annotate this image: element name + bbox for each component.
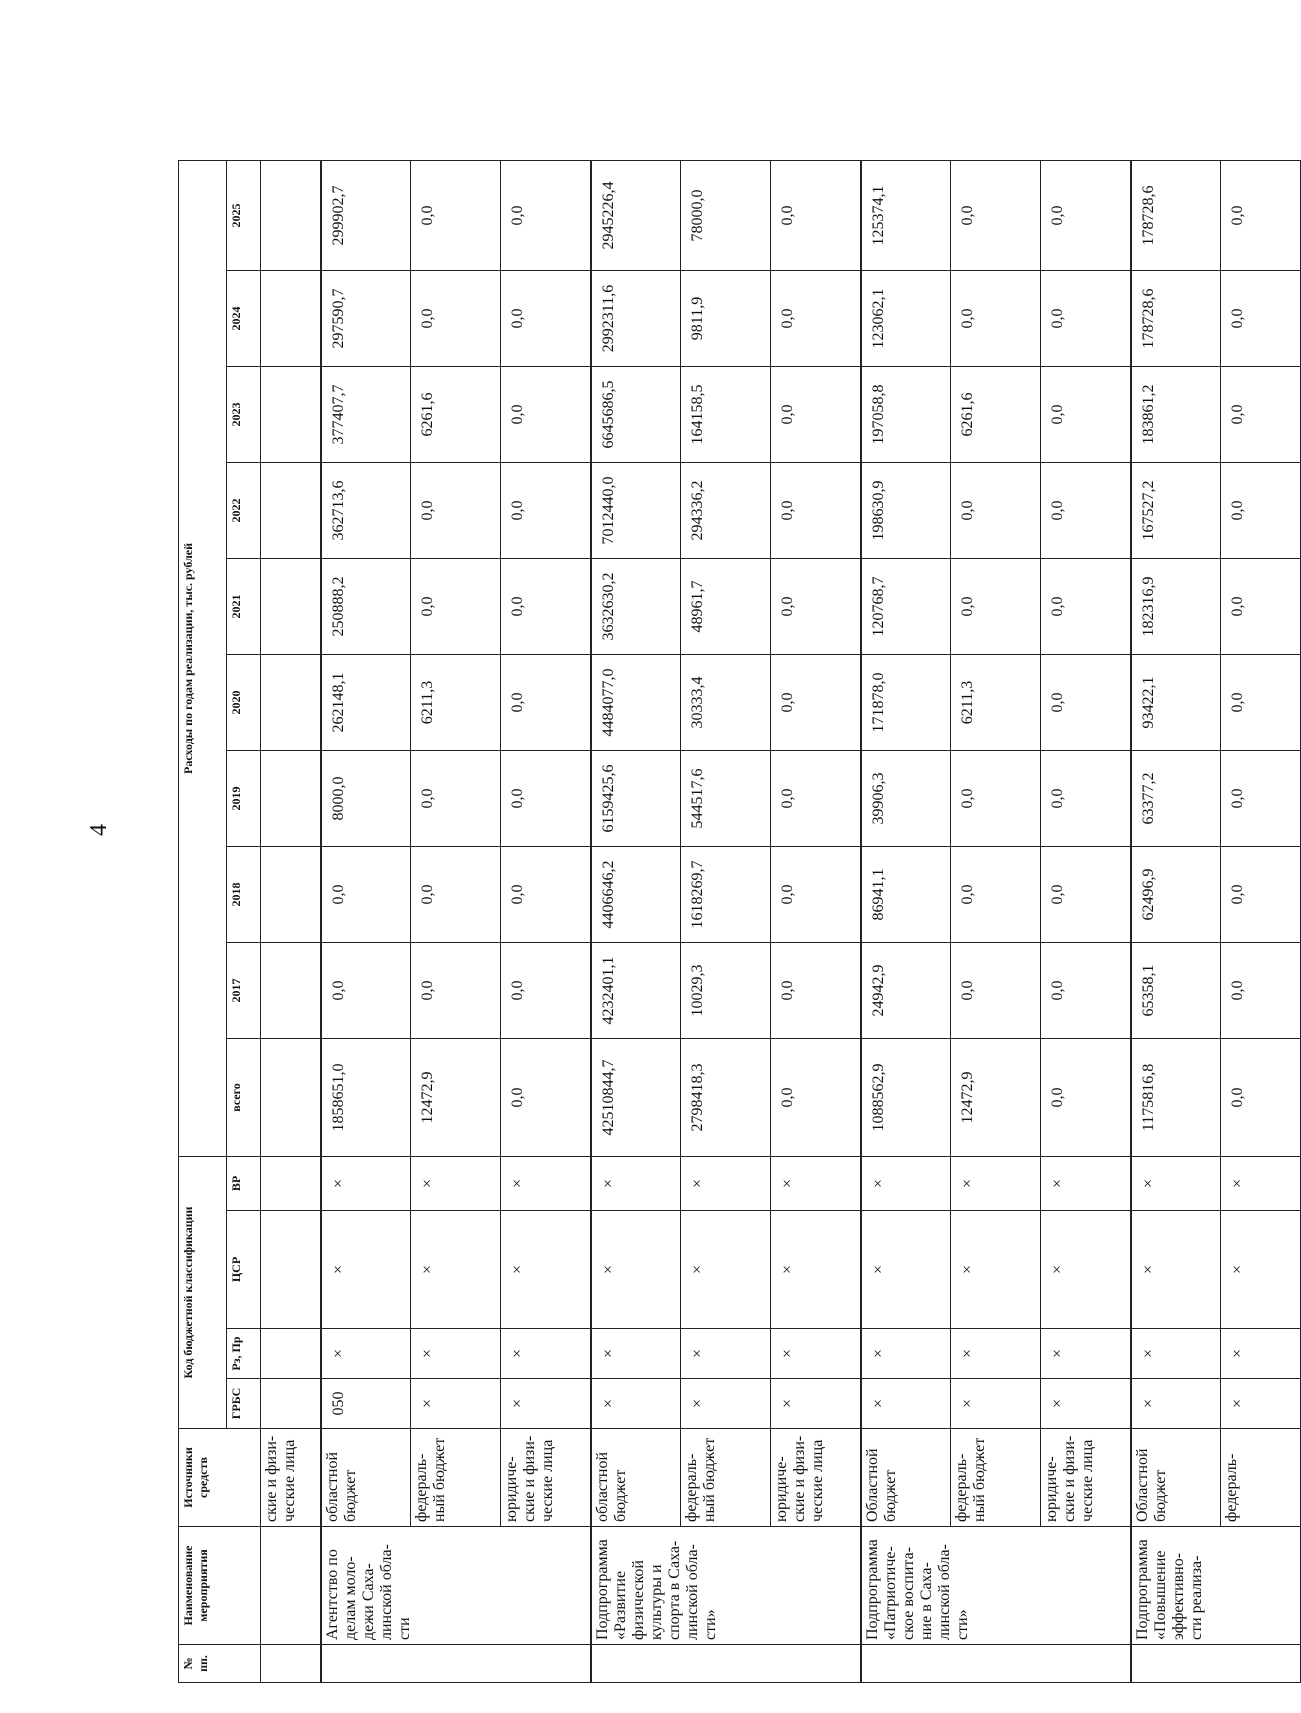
budget-code-cell: × xyxy=(771,1329,861,1379)
budget-code-cell: × xyxy=(771,1156,861,1210)
header-year-col: 2019 xyxy=(227,750,261,846)
budget-code-cell: × xyxy=(1041,1211,1131,1329)
table-row xyxy=(951,160,1041,1682)
rotated-table-wrapper xyxy=(178,163,1246,1683)
budget-code-cell: × xyxy=(951,1211,1041,1329)
year-value-cell: 0,0 xyxy=(771,750,861,846)
year-value-cell: 62496,9 xyxy=(1131,846,1221,942)
budget-code-cell: × xyxy=(411,1211,501,1329)
year-value-cell: 0,0 xyxy=(951,846,1041,942)
year-value-cell: 0,0 xyxy=(951,462,1041,558)
budget-code-cell: × xyxy=(321,1329,411,1379)
header-row-1 xyxy=(179,160,227,1682)
year-value-cell: 0,0 xyxy=(1221,750,1301,846)
year-value-cell: 0,0 xyxy=(411,270,501,366)
header-num: № пп. xyxy=(179,1645,261,1683)
total-value-cell: 1088562,9 xyxy=(861,1038,951,1156)
budget-code-cell: × xyxy=(1131,1156,1221,1210)
year-value-cell: 262148,1 xyxy=(321,654,411,750)
year-value-cell: 1618269,7 xyxy=(681,846,771,942)
year-value-cell: 0,0 xyxy=(411,846,501,942)
budget-code-cell: × xyxy=(951,1156,1041,1210)
activity-name-cell xyxy=(261,1527,321,1645)
total-value-cell: 1858651,0 xyxy=(321,1038,411,1156)
year-value-cell: 297590,7 xyxy=(321,270,411,366)
budget-code-cell xyxy=(261,1379,321,1429)
year-value-cell: 39906,3 xyxy=(861,750,951,846)
year-value-cell: 0,0 xyxy=(1041,654,1131,750)
year-value-cell: 0,0 xyxy=(771,462,861,558)
budget-code-cell: × xyxy=(1221,1211,1301,1329)
header-year-col: 2023 xyxy=(227,366,261,462)
year-value-cell: 0,0 xyxy=(771,558,861,654)
budget-code-cell: × xyxy=(1131,1211,1221,1329)
budget-code-cell: × xyxy=(681,1156,771,1210)
year-value-cell: 0,0 xyxy=(411,942,501,1038)
year-value-cell: 183861,2 xyxy=(1131,366,1221,462)
year-value-cell: 0,0 xyxy=(501,942,591,1038)
year-value-cell: 0,0 xyxy=(411,750,501,846)
year-value-cell: 7012440,0 xyxy=(591,462,681,558)
budget-code-cell: × xyxy=(861,1379,951,1429)
header-year-col: 2020 xyxy=(227,654,261,750)
budget-code-cell: × xyxy=(1221,1329,1301,1379)
budget-code-cell xyxy=(261,1329,321,1379)
year-value-cell: 294336,2 xyxy=(681,462,771,558)
budget-code-cell: × xyxy=(1221,1379,1301,1429)
budget-code-cell: × xyxy=(501,1211,591,1329)
row-number-cell xyxy=(591,1645,861,1683)
header-source: Источники средств xyxy=(179,1429,261,1527)
year-value-cell: 6211,3 xyxy=(951,654,1041,750)
row-number-cell xyxy=(1131,1645,1301,1683)
year-value-cell: 0,0 xyxy=(771,846,861,942)
total-value-cell: 0,0 xyxy=(1041,1038,1131,1156)
year-value-cell: 0,0 xyxy=(321,846,411,942)
year-value-cell: 0,0 xyxy=(411,462,501,558)
funding-source-cell: федераль- ный бюджет xyxy=(681,1429,771,1527)
year-value-cell: 0,0 xyxy=(771,366,861,462)
year-value-cell: 0,0 xyxy=(501,654,591,750)
activity-name-cell: Подпрограмма «Патриотиче- ское воспита- ние в Саха- линской обла- сти» xyxy=(861,1527,1131,1645)
year-value-cell: 0,0 xyxy=(501,270,591,366)
year-value-cell xyxy=(261,270,321,366)
row-number-cell xyxy=(261,1645,321,1683)
year-value-cell: 0,0 xyxy=(1221,270,1301,366)
total-value-cell: 12472,9 xyxy=(411,1038,501,1156)
budget-code-cell: × xyxy=(1041,1329,1131,1379)
budget-code-cell: × xyxy=(1221,1156,1301,1210)
year-value-cell: 0,0 xyxy=(1221,942,1301,1038)
year-value-cell: 0,0 xyxy=(411,160,501,270)
year-value-cell: 198630,9 xyxy=(861,462,951,558)
budget-code-cell: × xyxy=(1131,1379,1221,1429)
year-value-cell: 0,0 xyxy=(1041,160,1131,270)
header-code-col: ЦСР xyxy=(227,1211,261,1329)
year-value-cell: 8000,0 xyxy=(321,750,411,846)
year-value-cell: 93422,1 xyxy=(1131,654,1221,750)
year-value-cell: 6645686,5 xyxy=(591,366,681,462)
header-budget-code: Код бюджетной классификации xyxy=(179,1156,227,1428)
funding-source-cell: Областной бюджет xyxy=(861,1429,951,1527)
header-year-col: 2017 xyxy=(227,942,261,1038)
table-row xyxy=(1131,160,1221,1682)
year-value-cell: 3632630,2 xyxy=(591,558,681,654)
budget-code-cell: × xyxy=(861,1329,951,1379)
year-value-cell: 0,0 xyxy=(501,462,591,558)
budget-code-cell: × xyxy=(1131,1329,1221,1379)
header-year-col: 2025 xyxy=(227,160,261,270)
year-value-cell: 6261,6 xyxy=(411,366,501,462)
activity-name-cell: Агентство по делам моло- дежи Саха- линской обла- сти xyxy=(321,1527,591,1645)
total-value-cell: 12472,9 xyxy=(951,1038,1041,1156)
budget-code-cell: × xyxy=(411,1156,501,1210)
year-value-cell: 10029,3 xyxy=(681,942,771,1038)
table-row xyxy=(861,160,951,1682)
table-row xyxy=(261,160,321,1682)
funding-source-cell: федераль- ный бюджет xyxy=(951,1429,1041,1527)
funding-source-cell: юридиче- ские и физи- ческие лица xyxy=(1041,1429,1131,1527)
budget-code-cell: × xyxy=(681,1329,771,1379)
year-value-cell: 250888,2 xyxy=(321,558,411,654)
year-value-cell xyxy=(261,366,321,462)
budget-code-cell xyxy=(261,1156,321,1210)
year-value-cell: 0,0 xyxy=(1041,270,1131,366)
year-value-cell: 0,0 xyxy=(1221,366,1301,462)
budget-code-cell: × xyxy=(681,1211,771,1329)
year-value-cell: 0,0 xyxy=(1041,942,1131,1038)
funding-source-cell: федераль- ный бюджет xyxy=(411,1429,501,1527)
year-value-cell: 0,0 xyxy=(1041,750,1131,846)
funding-source-cell: юридиче- ские и физи- ческие лица xyxy=(771,1429,861,1527)
header-expenses: Расходы по годам реализации, тыс. рублей xyxy=(179,160,227,1156)
budget-code-cell: × xyxy=(591,1379,681,1429)
year-value-cell: 0,0 xyxy=(771,270,861,366)
year-value-cell: 4406646,2 xyxy=(591,846,681,942)
year-value-cell: 362713,6 xyxy=(321,462,411,558)
year-value-cell: 6159425,6 xyxy=(591,750,681,846)
budget-code-cell: × xyxy=(321,1156,411,1210)
year-value-cell: 0,0 xyxy=(501,160,591,270)
budget-code-cell: × xyxy=(411,1379,501,1429)
year-value-cell: 167527,2 xyxy=(1131,462,1221,558)
year-value-cell xyxy=(261,160,321,270)
year-value-cell: 24942,9 xyxy=(861,942,951,1038)
year-value-cell: 4484077,0 xyxy=(591,654,681,750)
year-value-cell xyxy=(261,558,321,654)
year-value-cell: 178728,6 xyxy=(1131,160,1221,270)
budget-code-cell: × xyxy=(501,1329,591,1379)
year-value-cell: 120768,7 xyxy=(861,558,951,654)
header-year-col: всего xyxy=(227,1038,261,1156)
budget-code-cell: × xyxy=(591,1211,681,1329)
year-value-cell: 0,0 xyxy=(501,846,591,942)
year-value-cell xyxy=(261,846,321,942)
funding-source-cell: юридиче- ские и физи- ческие лица xyxy=(501,1429,591,1527)
year-value-cell: 0,0 xyxy=(951,750,1041,846)
table-row xyxy=(771,160,861,1682)
header-year-col: 2018 xyxy=(227,846,261,942)
header-code-col: ВР xyxy=(227,1156,261,1210)
header-name: Наименование мероприятия xyxy=(179,1527,261,1645)
budget-code-cell: × xyxy=(951,1379,1041,1429)
budget-code-cell: × xyxy=(321,1211,411,1329)
budget-code-cell: × xyxy=(591,1329,681,1379)
year-value-cell: 0,0 xyxy=(951,558,1041,654)
year-value-cell xyxy=(261,654,321,750)
funding-source-cell: областной бюджет xyxy=(321,1429,411,1527)
year-value-cell: 0,0 xyxy=(771,654,861,750)
year-value-cell: 182316,9 xyxy=(1131,558,1221,654)
table-row xyxy=(681,160,771,1682)
year-value-cell: 0,0 xyxy=(501,558,591,654)
budget-code-cell: × xyxy=(861,1211,951,1329)
budget-code-cell: × xyxy=(411,1329,501,1379)
table-body xyxy=(261,160,1301,1682)
year-value-cell: 0,0 xyxy=(1221,846,1301,942)
year-value-cell: 78000,0 xyxy=(681,160,771,270)
header-code-col: Рз, Пр xyxy=(227,1329,261,1379)
year-value-cell: 0,0 xyxy=(1041,366,1131,462)
total-value-cell xyxy=(261,1038,321,1156)
year-value-cell xyxy=(261,942,321,1038)
year-value-cell: 0,0 xyxy=(1221,462,1301,558)
year-value-cell: 164158,5 xyxy=(681,366,771,462)
table-row xyxy=(1041,160,1131,1682)
budget-code-cell: × xyxy=(951,1329,1041,1379)
table-row xyxy=(501,160,591,1682)
table-row xyxy=(411,160,501,1682)
table-row xyxy=(321,160,411,1682)
year-value-cell: 197058,8 xyxy=(861,366,951,462)
year-value-cell xyxy=(261,750,321,846)
activity-name-cell: Подпрограмма «Развитие физической культуры и спорта в Саха- линской обла- сти» xyxy=(591,1527,861,1645)
year-value-cell: 0,0 xyxy=(951,160,1041,270)
year-value-cell: 0,0 xyxy=(1221,160,1301,270)
year-value-cell: 0,0 xyxy=(771,942,861,1038)
year-value-cell: 0,0 xyxy=(1041,462,1131,558)
year-value-cell: 63377,2 xyxy=(1131,750,1221,846)
year-value-cell: 30333,4 xyxy=(681,654,771,750)
year-value-cell: 86941,1 xyxy=(861,846,951,942)
year-value-cell: 0,0 xyxy=(1221,558,1301,654)
year-value-cell: 2992311,6 xyxy=(591,270,681,366)
budget-table xyxy=(178,160,1301,1683)
budget-code-cell: × xyxy=(771,1379,861,1429)
year-value-cell: 0,0 xyxy=(1041,558,1131,654)
year-value-cell: 6211,3 xyxy=(411,654,501,750)
year-value-cell xyxy=(261,462,321,558)
year-value-cell: 171878,0 xyxy=(861,654,951,750)
header-code-col: ГРБС xyxy=(227,1379,261,1429)
funding-source-cell: ские и физи- ческие лица xyxy=(261,1429,321,1527)
year-value-cell: 0,0 xyxy=(771,160,861,270)
row-number-cell xyxy=(321,1645,591,1683)
budget-code-cell: × xyxy=(501,1379,591,1429)
header-year-col: 2024 xyxy=(227,270,261,366)
table-row xyxy=(591,160,681,1682)
budget-code-cell: × xyxy=(771,1211,861,1329)
total-value-cell: 0,0 xyxy=(771,1038,861,1156)
year-value-cell: 65358,1 xyxy=(1131,942,1221,1038)
year-value-cell: 0,0 xyxy=(951,942,1041,1038)
year-value-cell: 0,0 xyxy=(501,366,591,462)
budget-code-cell: × xyxy=(501,1156,591,1210)
year-value-cell: 299902,7 xyxy=(321,160,411,270)
activity-name-cell: Подпрограмма «Повышение эффективно- сти реализа- xyxy=(1131,1527,1301,1645)
year-value-cell: 4232401,1 xyxy=(591,942,681,1038)
budget-code-cell: × xyxy=(1041,1156,1131,1210)
funding-source-cell: Областной бюджет xyxy=(1131,1429,1221,1527)
year-value-cell: 0,0 xyxy=(951,270,1041,366)
budget-code-cell: × xyxy=(861,1156,951,1210)
total-value-cell: 0,0 xyxy=(1221,1038,1301,1156)
budget-code-cell xyxy=(261,1211,321,1329)
year-value-cell: 0,0 xyxy=(1221,654,1301,750)
table-row xyxy=(1221,160,1301,1682)
year-value-cell: 123062,1 xyxy=(861,270,951,366)
budget-code-cell: × xyxy=(681,1379,771,1429)
header-year-col: 2022 xyxy=(227,462,261,558)
total-value-cell: 42510844,7 xyxy=(591,1038,681,1156)
header-year-col: 2021 xyxy=(227,558,261,654)
total-value-cell: 2798418,3 xyxy=(681,1038,771,1156)
page-number: 4 xyxy=(86,824,112,836)
year-value-cell: 544517,6 xyxy=(681,750,771,846)
year-value-cell: 0,0 xyxy=(411,558,501,654)
budget-code-cell: × xyxy=(591,1156,681,1210)
total-value-cell: 0,0 xyxy=(501,1038,591,1156)
year-value-cell: 125374,1 xyxy=(861,160,951,270)
year-value-cell: 178728,6 xyxy=(1131,270,1221,366)
year-value-cell: 0,0 xyxy=(1041,846,1131,942)
funding-source-cell: областной бюджет xyxy=(591,1429,681,1527)
funding-source-cell: федераль- xyxy=(1221,1429,1301,1527)
year-value-cell: 0,0 xyxy=(321,942,411,1038)
budget-code-cell: 050 xyxy=(321,1379,411,1429)
year-value-cell: 0,0 xyxy=(501,750,591,846)
budget-code-cell: × xyxy=(1041,1379,1131,1429)
row-number-cell xyxy=(861,1645,1131,1683)
year-value-cell: 2945226,4 xyxy=(591,160,681,270)
year-value-cell: 377407,7 xyxy=(321,366,411,462)
year-value-cell: 9811,9 xyxy=(681,270,771,366)
year-value-cell: 48961,7 xyxy=(681,558,771,654)
total-value-cell: 1175816,8 xyxy=(1131,1038,1221,1156)
year-value-cell: 6261,6 xyxy=(951,366,1041,462)
